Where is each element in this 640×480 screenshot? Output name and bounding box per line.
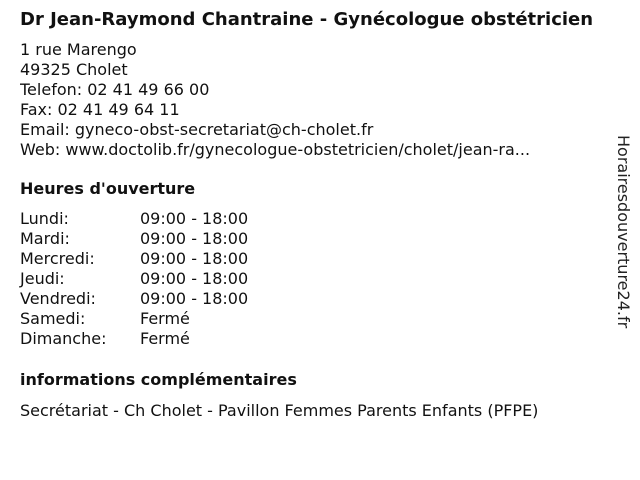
- hours-row-tuesday: [20, 229, 600, 249]
- day-label: Dimanche:: [20, 329, 107, 348]
- email-line[interactable]: Email: gyneco-obst-secretariat@ch-cholet.fr: [20, 120, 374, 139]
- doctor-card: [20, 10, 600, 421]
- opening-hours-heading: Heures d'ouverture: [20, 179, 196, 198]
- hours-row-saturday: [20, 309, 600, 329]
- hours-row-friday: [20, 289, 600, 309]
- day-label: Lundi:: [20, 209, 69, 228]
- opening-hours-table: [20, 209, 600, 349]
- day-hours: 09:00 - 18:00: [140, 209, 249, 228]
- day-label: Mercredi:: [20, 249, 95, 268]
- phone-line: Telefon: 02 41 49 66 00: [20, 80, 210, 99]
- day-hours: 09:00 - 18:00: [140, 289, 249, 308]
- hours-row-sunday: [20, 329, 600, 349]
- address-city: 49325 Cholet: [20, 60, 128, 79]
- hours-row-monday: [20, 209, 600, 229]
- day-label: Samedi:: [20, 309, 86, 328]
- doctor-title: Dr Jean-Raymond Chantraine - Gynécologue obstétricien: [20, 9, 594, 30]
- contact-block: [20, 40, 600, 160]
- additional-info-heading: informations complémentaires: [20, 370, 297, 389]
- day-hours: Fermé: [140, 309, 190, 328]
- day-hours: 09:00 - 18:00: [140, 269, 249, 288]
- site-watermark: Horairesdouverture24.fr: [614, 135, 633, 329]
- hours-row-wednesday: [20, 249, 600, 269]
- address-street: 1 rue Marengo: [20, 40, 137, 59]
- day-label: Mardi:: [20, 229, 70, 248]
- hours-row-thursday: [20, 269, 600, 289]
- day-hours: 09:00 - 18:00: [140, 249, 249, 268]
- fax-line: Fax: 02 41 49 64 11: [20, 100, 180, 119]
- additional-info-text: Secrétariat - Ch Cholet - Pavillon Femmes Parents Enfants (PFPE): [20, 401, 539, 420]
- day-label: Vendredi:: [20, 289, 96, 308]
- day-hours: 09:00 - 18:00: [140, 229, 249, 248]
- day-hours: Fermé: [140, 329, 190, 348]
- day-label: Jeudi:: [20, 269, 65, 288]
- web-link[interactable]: Web: www.doctolib.fr/gynecologue-obstetricien/cholet/jean-ra...: [20, 140, 531, 159]
